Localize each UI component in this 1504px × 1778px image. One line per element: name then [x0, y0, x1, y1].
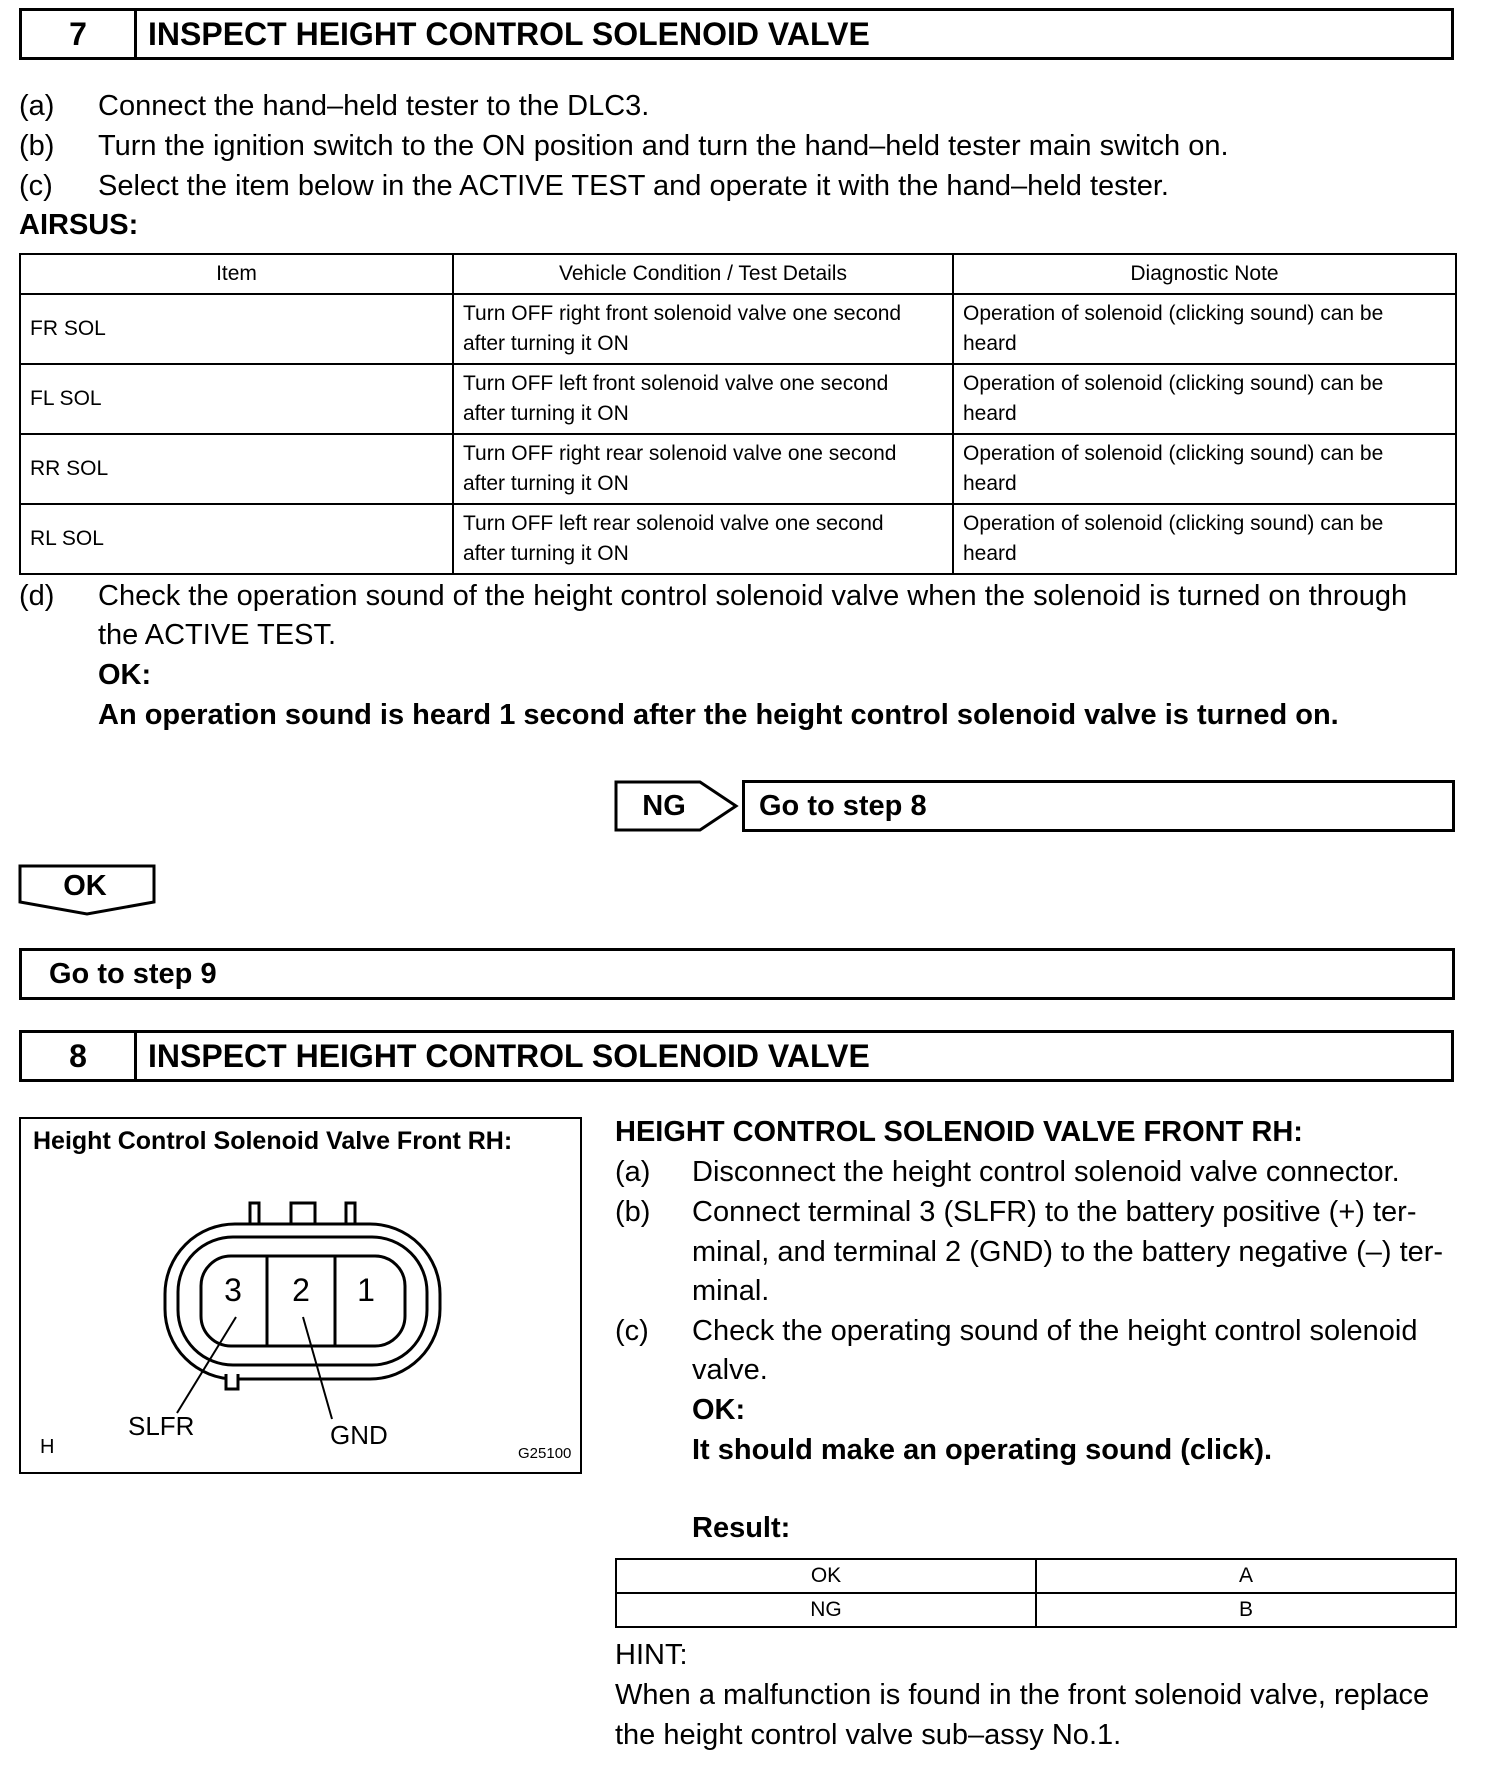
section-heading: HEIGHT CONTROL SOLENOID VALVE FRONT RH:	[615, 1116, 1303, 1148]
result-cell: NG	[616, 1593, 1036, 1627]
result-code-cell: B	[1036, 1593, 1456, 1627]
step-c-line2: valve.	[692, 1354, 768, 1386]
terminal-1: 1	[357, 1272, 375, 1308]
ok-criteria-label: OK:	[98, 659, 152, 691]
note-cell: Operation of solenoid (clicking sound) can be heard	[953, 504, 1456, 574]
hint-label: HINT:	[615, 1639, 688, 1671]
corner-mark: H	[40, 1436, 55, 1458]
step8-header	[19, 1030, 1454, 1082]
result-cell: OK	[616, 1559, 1036, 1593]
terminal-3: 3	[224, 1272, 242, 1308]
airsus-label: AIRSUS:	[19, 209, 139, 241]
column-header-item: Item	[20, 254, 453, 294]
item-cell: RR SOL	[20, 434, 453, 504]
step-c-line1: Check the operating sound of the height control solenoid	[692, 1315, 1418, 1347]
note-cell: Operation of solenoid (clicking sound) can be heard	[953, 294, 1456, 364]
connector-figure	[19, 1117, 582, 1474]
detail-cell: Turn OFF left rear solenoid valve one second after turning it ON	[453, 504, 953, 574]
terminal-2: 2	[292, 1272, 310, 1308]
result-code-cell: A	[1036, 1559, 1456, 1593]
active-test-table	[19, 253, 1457, 575]
step-title: INSPECT HEIGHT CONTROL SOLENOID VALVE	[148, 1037, 870, 1074]
item-cell: FL SOL	[20, 364, 453, 434]
step-title: INSPECT HEIGHT CONTROL SOLENOID VALVE	[148, 15, 870, 52]
step-a-label: (a)	[19, 90, 55, 122]
column-header-note: Diagnostic Note	[953, 254, 1456, 294]
table-row	[20, 364, 1456, 434]
hint-line2: the height control valve sub–assy No.1.	[615, 1719, 1122, 1751]
step-b-text: Turn the ignition switch to the ON position and turn the hand–held tester main switch on.	[98, 130, 1229, 162]
step7-header	[19, 8, 1454, 60]
step-c-label: (c)	[19, 170, 53, 202]
item-cell: RL SOL	[20, 504, 453, 574]
slfr-label: SLFR	[128, 1411, 195, 1441]
step-a-text: Connect the hand–held tester to the DLC3.	[98, 90, 650, 122]
detail-cell: Turn OFF right rear solenoid valve one second after turning it ON	[453, 434, 953, 504]
table-row	[616, 1593, 1456, 1627]
ng-target-box[interactable]	[742, 780, 1455, 832]
step-number: 8	[22, 1033, 137, 1079]
table-header-row	[20, 254, 1456, 294]
detail-cell: Turn OFF left front solenoid valve one second after turning it ON	[453, 364, 953, 434]
ok-criteria-text: An operation sound is heard 1 second after the height control solenoid valve is turned on.	[98, 699, 1339, 731]
gnd-label: GND	[330, 1420, 388, 1450]
figure-title: Height Control Solenoid Valve Front RH:	[33, 1127, 513, 1155]
step-b-line2: minal, and terminal 2 (GND) to the battery negative (–) ter-	[692, 1236, 1444, 1268]
ok-target-box[interactable]	[19, 948, 1455, 1000]
hint-line1: When a malfunction is found in the front solenoid valve, replace	[615, 1679, 1430, 1711]
ng-label: NG	[642, 789, 686, 822]
note-cell: Operation of solenoid (clicking sound) can be heard	[953, 434, 1456, 504]
step-b-line3: minal.	[692, 1275, 770, 1307]
item-cell: FR SOL	[20, 294, 453, 364]
detail-cell: Turn OFF right front solenoid valve one second after turning it ON	[453, 294, 953, 364]
ok-criteria-text: It should make an operating sound (click).	[692, 1434, 1273, 1466]
ng-target-text: Go to step 8	[759, 789, 927, 822]
step-a-text: Disconnect the height control solenoid valve connector.	[692, 1156, 1400, 1188]
table-row	[20, 504, 1456, 574]
table-row	[20, 294, 1456, 364]
figure-code: G25100	[518, 1445, 572, 1462]
result-label: Result:	[692, 1512, 791, 1544]
result-table	[615, 1558, 1457, 1628]
step-number: 7	[22, 11, 137, 57]
table-row	[20, 434, 1456, 504]
step-d-label: (d)	[19, 580, 55, 612]
table-row	[616, 1559, 1456, 1593]
step-d-line2: the ACTIVE TEST.	[98, 619, 337, 651]
step-b-label: (b)	[19, 130, 55, 162]
step-c-label: (c)	[615, 1315, 649, 1347]
step-b-line1: Connect terminal 3 (SLFR) to the battery positive (+) ter-	[692, 1196, 1417, 1228]
step-a-label: (a)	[615, 1156, 651, 1188]
step-c-text: Select the item below in the ACTIVE TEST and operate it with the hand–held tester.	[98, 170, 1169, 202]
step-b-label: (b)	[615, 1196, 651, 1228]
ok-target-text: Go to step 9	[49, 957, 217, 990]
note-cell: Operation of solenoid (clicking sound) can be heard	[953, 364, 1456, 434]
column-header-condition: Vehicle Condition / Test Details	[453, 254, 953, 294]
ok-label: OK	[63, 869, 107, 902]
ok-criteria-label: OK:	[692, 1394, 746, 1426]
step-d-line1: Check the operation sound of the height control solenoid valve when the solenoid is turned on through	[98, 580, 1408, 612]
